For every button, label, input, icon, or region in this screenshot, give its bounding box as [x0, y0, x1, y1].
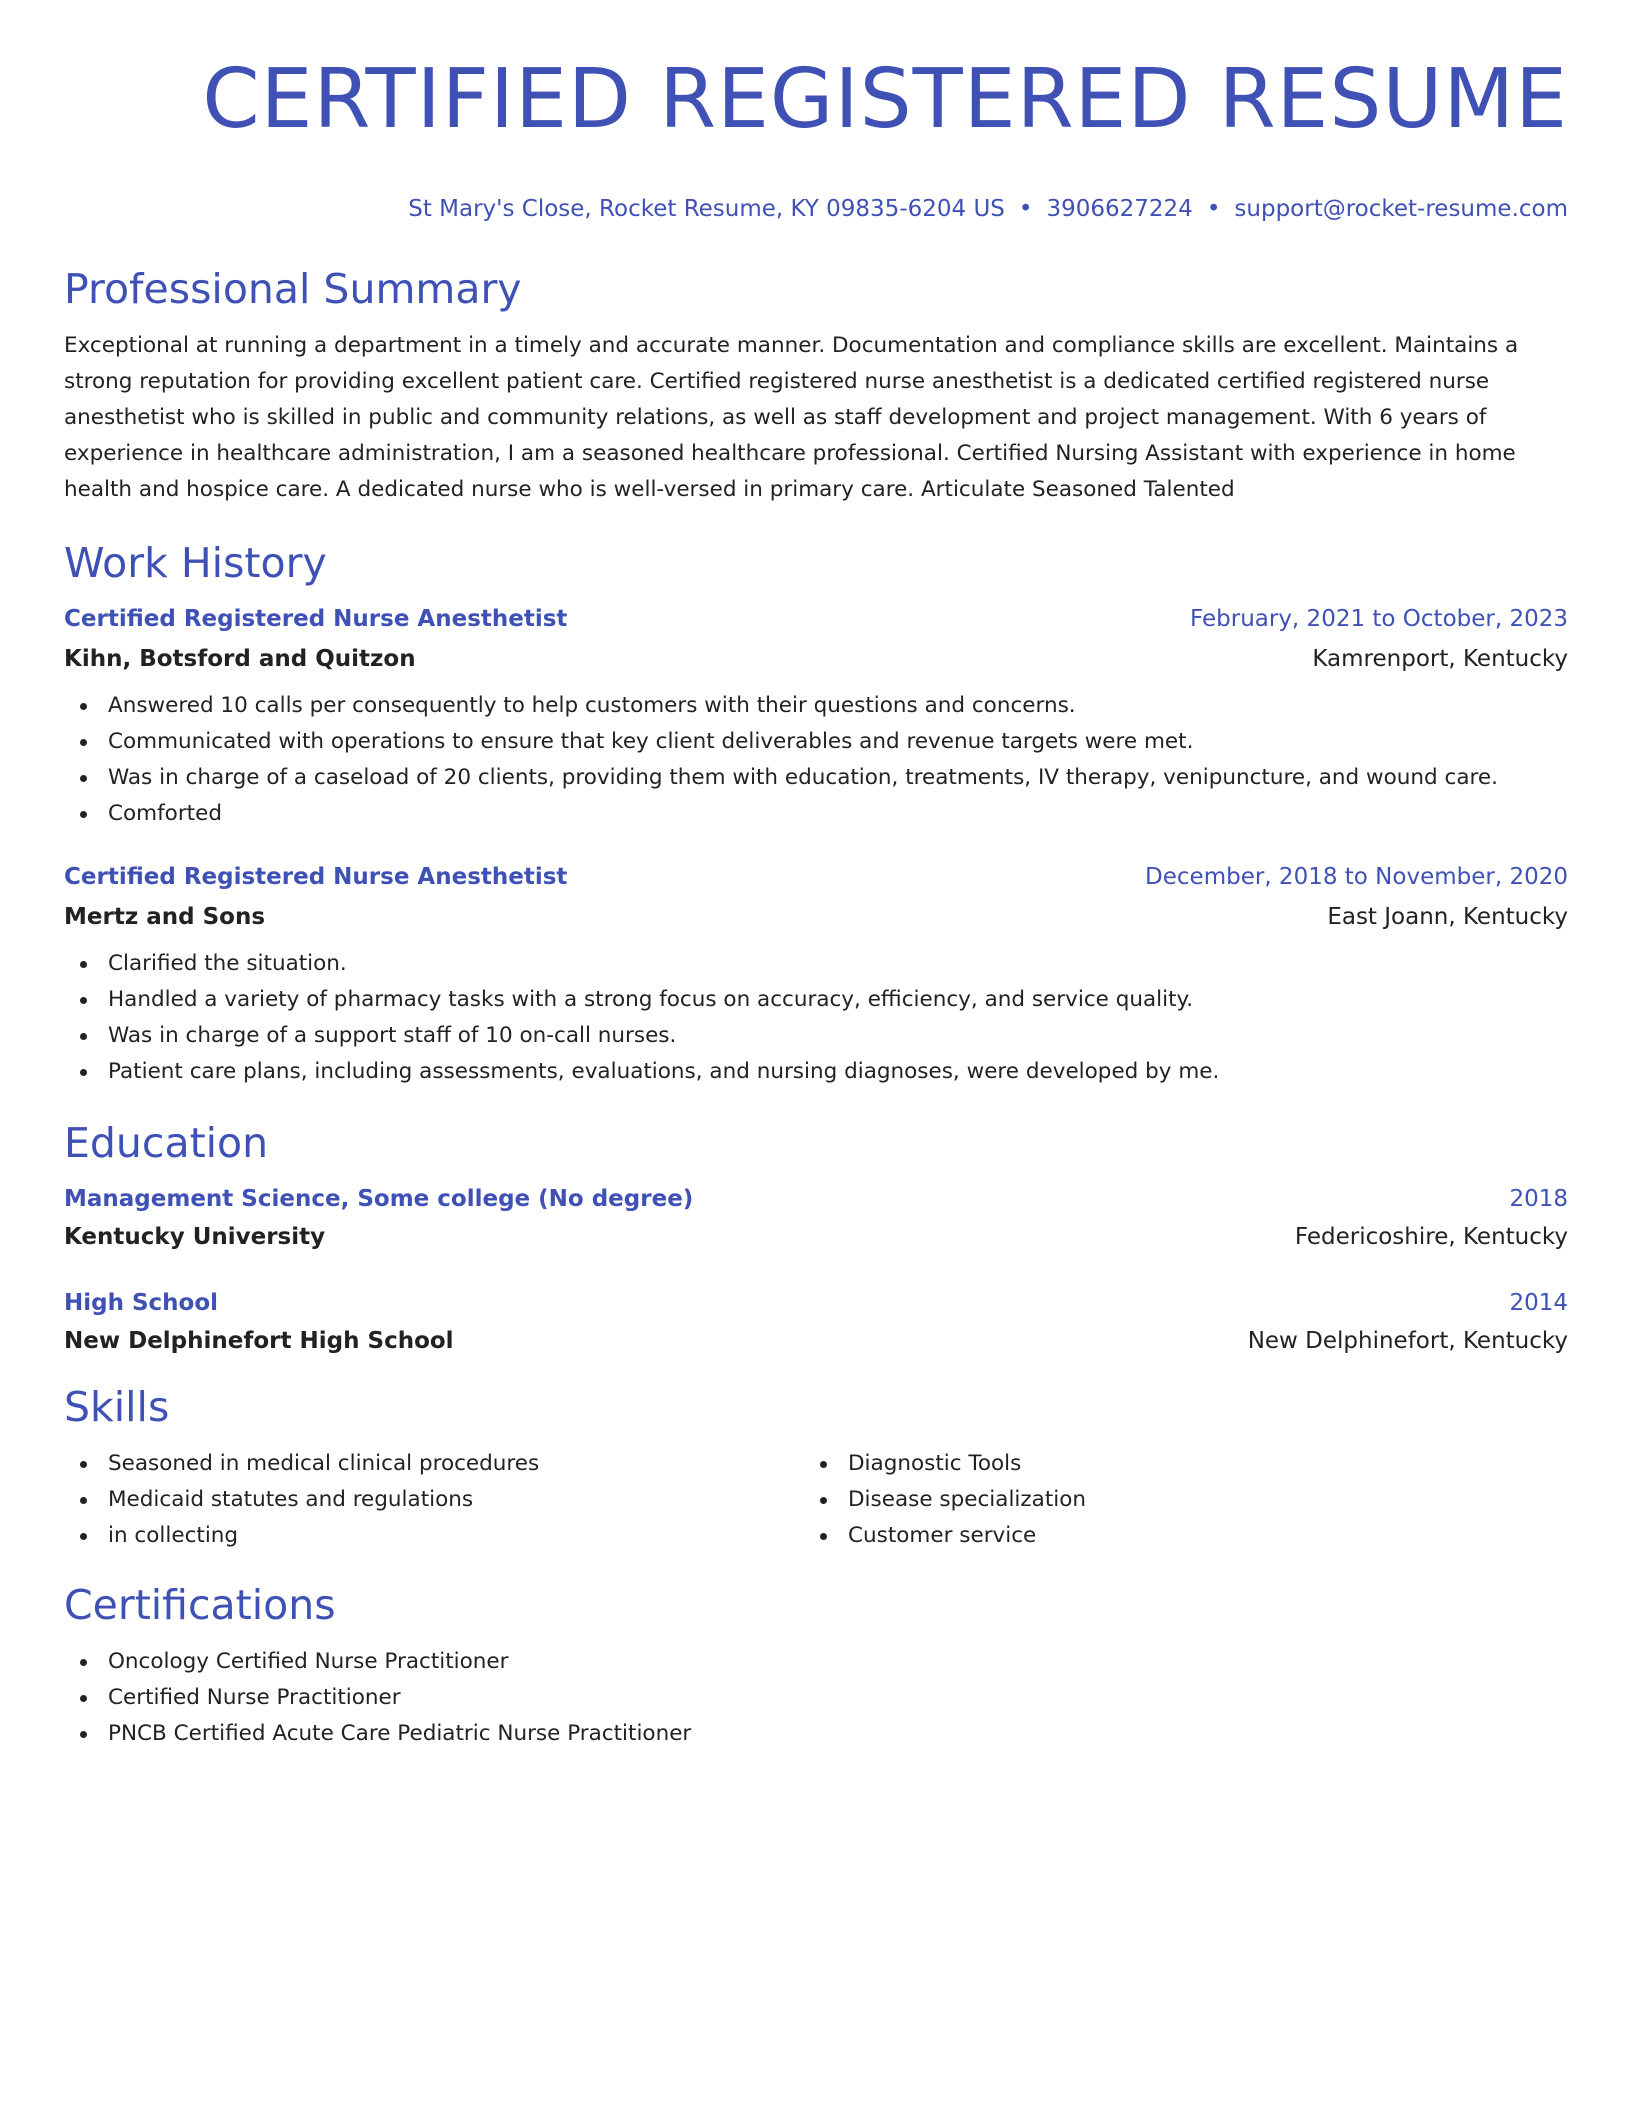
- job-entry: [64, 862, 1568, 1090]
- list-item: Customer service: [804, 1518, 1544, 1554]
- job-duties-list: [64, 946, 1568, 1090]
- list-item: Medicaid statutes and regulations: [64, 1482, 804, 1518]
- list-item: Oncology Certified Nurse Practitioner: [64, 1644, 1568, 1680]
- education-degree: High School: [64, 1290, 219, 1316]
- summary-heading: Professional Summary: [64, 265, 522, 313]
- job-header-row: [64, 604, 1568, 634]
- job-company-row: [64, 644, 1568, 674]
- list-item: in collecting: [64, 1518, 804, 1554]
- education-location: Federicoshire, Kentucky: [1294, 1224, 1568, 1250]
- list-item: Handled a variety of pharmacy tasks with a strong focus on accuracy, efficiency, and service quality.: [64, 982, 1568, 1018]
- list-item: Communicated with operations to ensure that key client deliverables and revenue targets were met.: [64, 724, 1568, 760]
- contact-phone: 3906627224: [1046, 196, 1193, 222]
- skills-list-right: [804, 1446, 1544, 1554]
- certifications-list: [64, 1644, 1568, 1752]
- contact-address: St Mary's Close, Rocket Resume, KY 09835-6204 US: [408, 196, 1005, 222]
- education-entry: [64, 1288, 1568, 1356]
- skills-heading: Skills: [64, 1383, 170, 1431]
- skills-grid: [64, 1446, 1568, 1554]
- job-position: Certified Registered Nurse Anesthetist: [64, 606, 568, 632]
- education-heading: Education: [64, 1119, 269, 1167]
- list-item: Was in charge of a caseload of 20 clients, providing them with education, treatments, IV therapy, venipuncture, and wound care.: [64, 760, 1568, 796]
- education-year: 2018: [1509, 1186, 1568, 1212]
- job-location: East Joann, Kentucky: [1327, 904, 1568, 930]
- job-dates: December, 2018 to November, 2020: [1145, 864, 1568, 890]
- list-item: Disease specialization: [804, 1482, 1544, 1518]
- job-position: Certified Registered Nurse Anesthetist: [64, 864, 568, 890]
- job-company: Kihn, Botsford and Quitzon: [64, 646, 416, 672]
- education-entry: [64, 1184, 1568, 1252]
- education-school-row: [64, 1222, 1568, 1252]
- skills-list-left: [64, 1446, 804, 1554]
- resume-name: CERTIFIED REGISTERED RESUME: [202, 52, 1568, 147]
- list-item: PNCB Certified Acute Care Pediatric Nurse Practitioner: [64, 1716, 1568, 1752]
- education-header-row: [64, 1184, 1568, 1214]
- list-item: Clarified the situation.: [64, 946, 1568, 982]
- education-school: Kentucky University: [64, 1224, 326, 1250]
- education-location: New Delphinefort, Kentucky: [1247, 1328, 1568, 1354]
- list-item: Comforted: [64, 796, 1568, 832]
- summary-text: Exceptional at running a department in a timely and accurate manner. Documentation and compliance skills are excellent. Maintains a strong reputation for providing excellent patient care. Certified registered nurse anesthetist is a dedicated certified registered nurse anesthetist who is skilled in public and community relations, as well as staff development and project management. With 6 years of experience in healthcare administration, I am a seasoned healthcare professional. Certified Nursing Assistant with experience in home health and hospice care. A dedicated nurse who is well-versed in primary care. Articulate Seasoned Talented: [64, 333, 1519, 502]
- education-year: 2014: [1509, 1290, 1568, 1316]
- list-item: Answered 10 calls per consequently to help customers with their questions and concerns.: [64, 688, 1568, 724]
- contact-separator: •: [1018, 196, 1033, 222]
- education-school-row: [64, 1326, 1568, 1356]
- work-history-heading: Work History: [64, 539, 327, 587]
- list-item: Was in charge of a support staff of 10 on-call nurses.: [64, 1018, 1568, 1054]
- job-company-row: [64, 902, 1568, 932]
- job-location: Kamrenport, Kentucky: [1312, 646, 1568, 672]
- resume-page: [0, 50, 1632, 2112]
- list-item: Seasoned in medical clinical procedures: [64, 1446, 804, 1482]
- contact-line: [64, 194, 1568, 224]
- education-degree: Management Science, Some college (No degree): [64, 1186, 694, 1212]
- contact-separator: •: [1206, 196, 1221, 222]
- job-header-row: [64, 862, 1568, 892]
- list-item: Certified Nurse Practitioner: [64, 1680, 1568, 1716]
- certifications-heading: Certifications: [64, 1581, 336, 1629]
- job-company: Mertz and Sons: [64, 904, 266, 930]
- contact-email: support@rocket-resume.com: [1234, 196, 1568, 222]
- list-item: Patient care plans, including assessments, evaluations, and nursing diagnoses, were developed by me.: [64, 1054, 1568, 1090]
- education-header-row: [64, 1288, 1568, 1318]
- job-dates: February, 2021 to October, 2023: [1190, 606, 1568, 632]
- job-duties-list: [64, 688, 1568, 832]
- list-item: Diagnostic Tools: [804, 1446, 1544, 1482]
- education-school: New Delphinefort High School: [64, 1328, 454, 1354]
- job-entry: [64, 604, 1568, 832]
